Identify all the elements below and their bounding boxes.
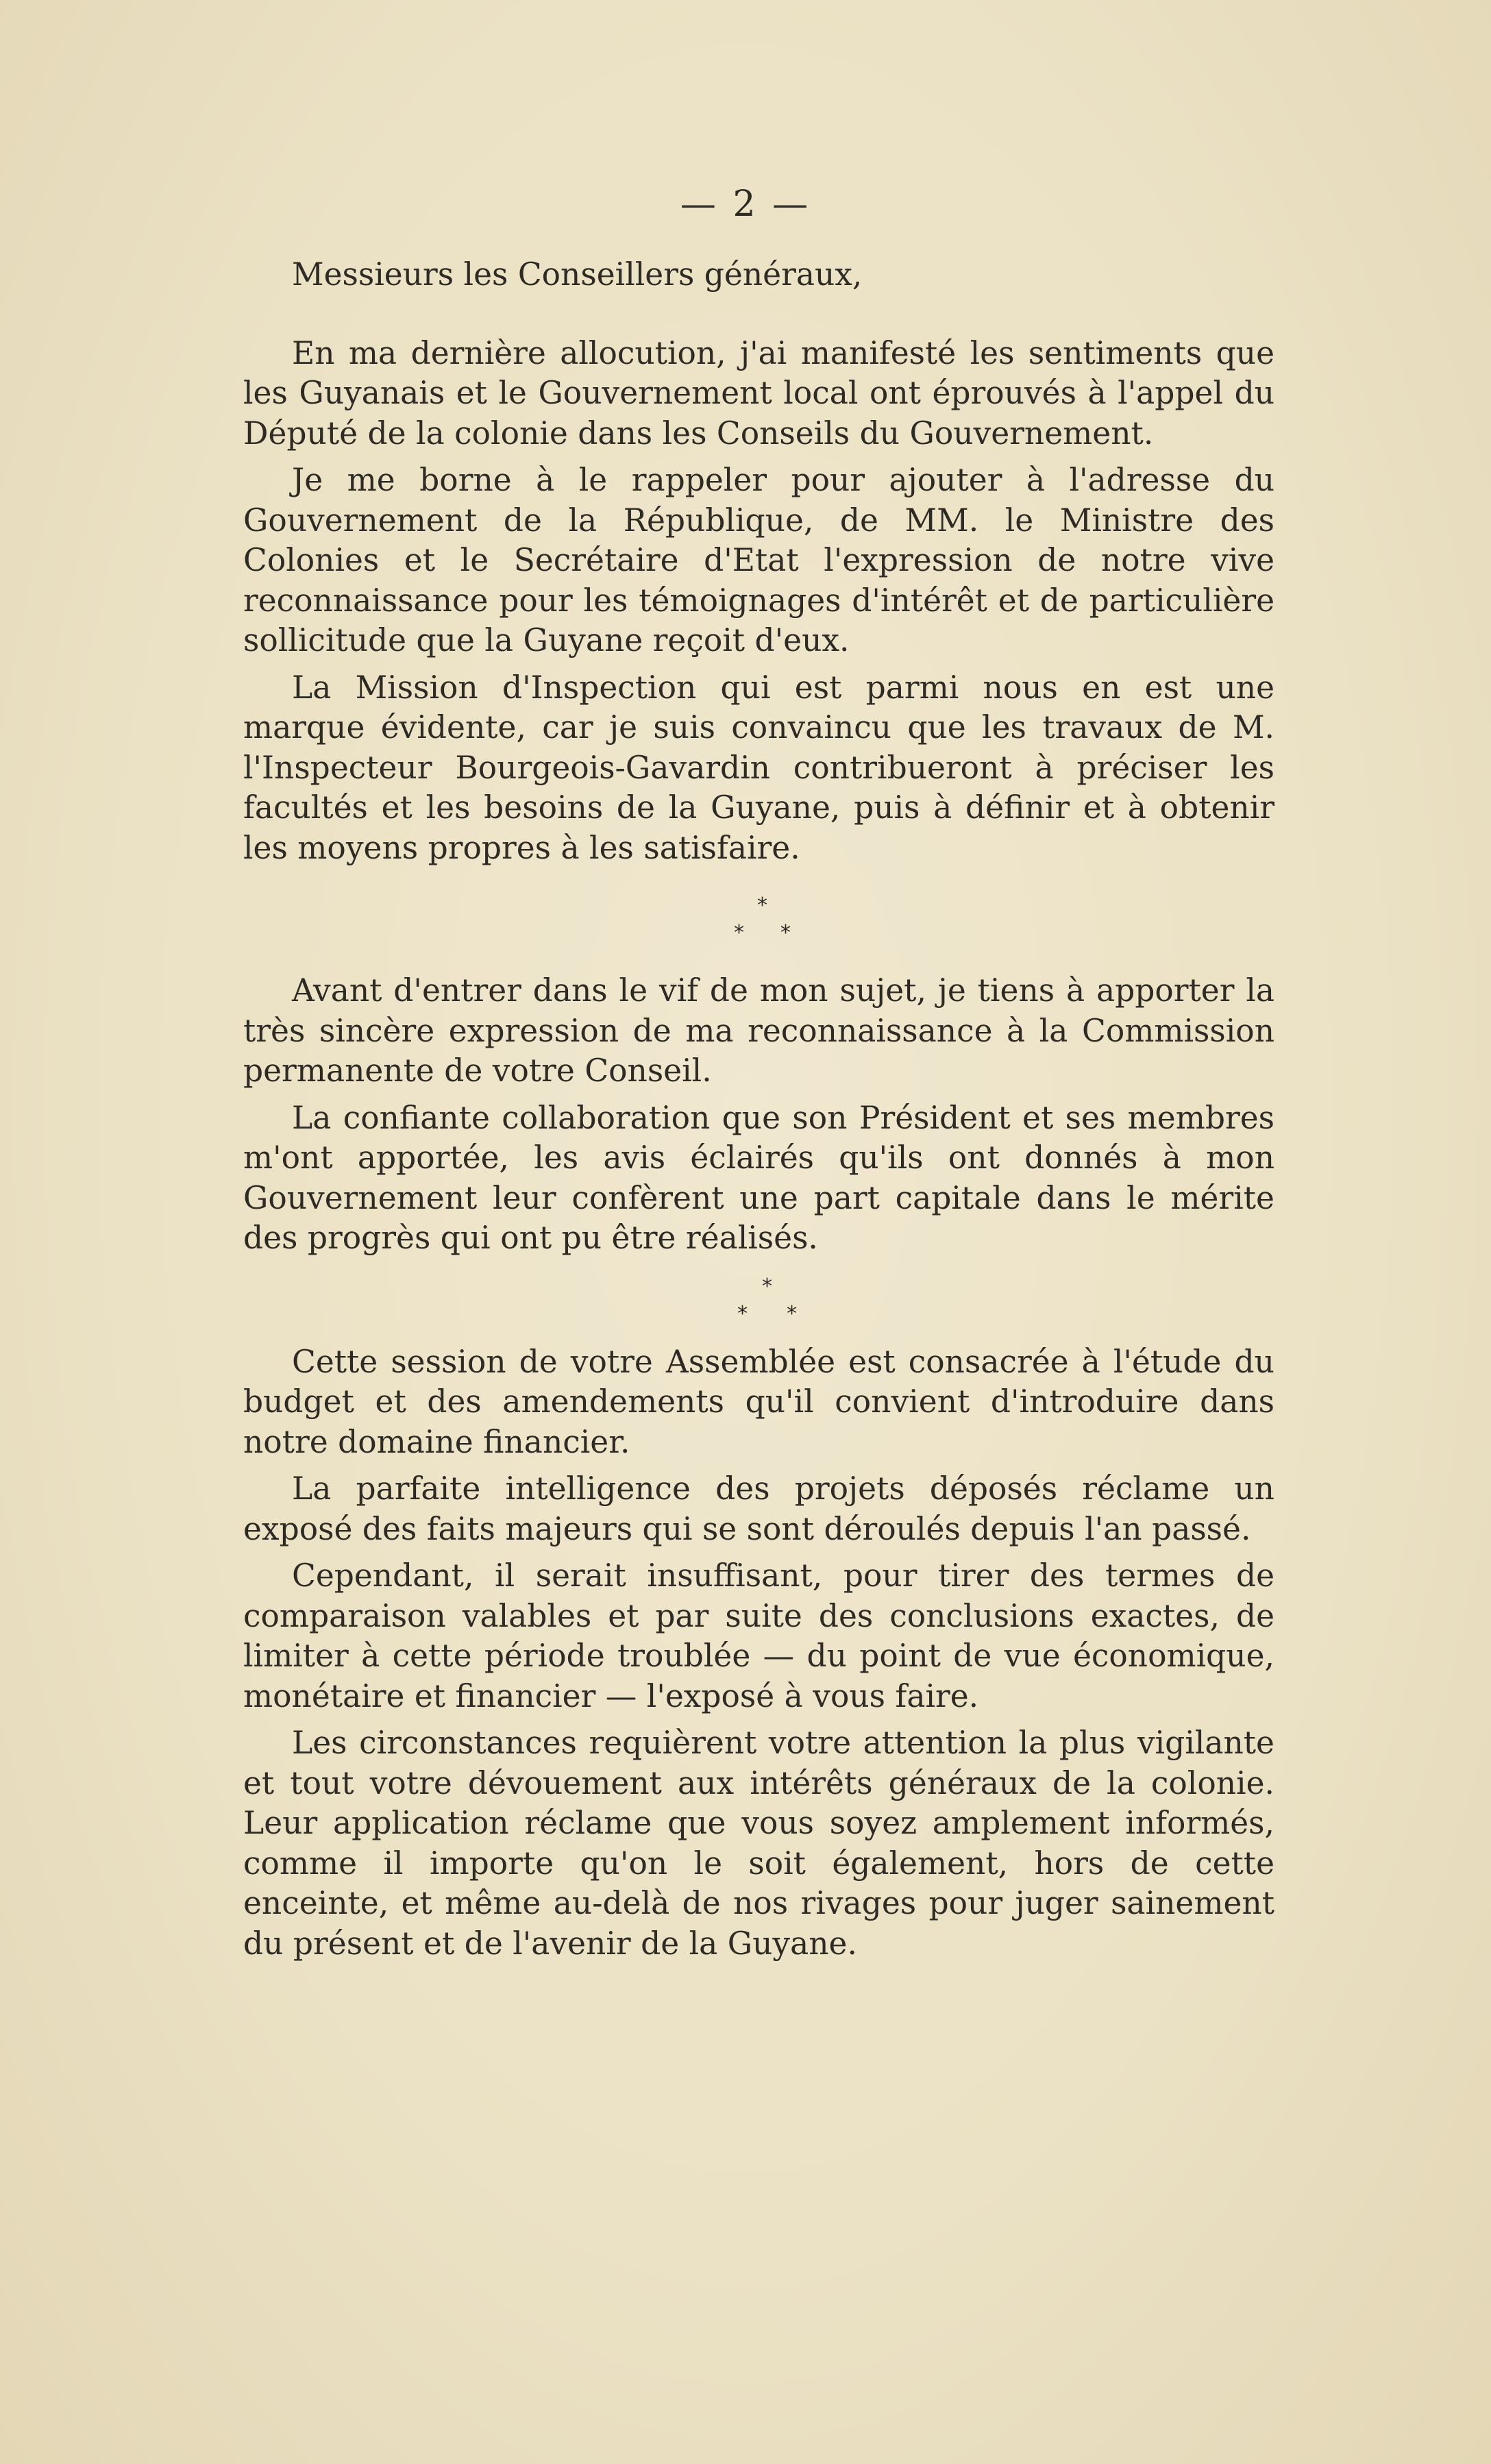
salutation: Messieurs les Conseillers généraux, [292, 256, 863, 293]
section-thanks [243, 971, 1274, 1259]
paragraph: Cependant, il serait insuffisant, pour tirer des termes de comparaison valables et par suite des conclusions exactes, de limiter à cette période troublée — du point de vue économique, monétaire et financier — l'exposé à vous faire. [243, 1557, 1274, 1714]
letter-body [243, 255, 1274, 1964]
asterisk-icon: * [762, 1274, 772, 1298]
asterisk-icon: * [780, 921, 791, 945]
section-intro [243, 334, 1274, 869]
paragraph: La parfaite intelligence des projets déposés réclame un exposé des faits majeurs qui se sont déroulés depuis l'an passé. [243, 1470, 1274, 1547]
section-budget [243, 1342, 1274, 1964]
page-number: — 2 — [680, 184, 811, 225]
asterisk-icon: * [734, 921, 744, 945]
asterisk-icon: * [737, 1301, 748, 1326]
paragraph: En ma dernière allocution, j'ai manifesté les sentiments que les Guyanais et le Gouvernement local ont éprouvés à l'appel du Député de la colonie dans les Conseils du Gouvernement. [243, 334, 1274, 452]
paragraph: Les circonstances requièrent votre attention la plus vigilante et tout votre dévouement aux intérêts généraux de la colonie. Leur application réclame que vous soyez amplement informés, comme il importe qu'on le soit également, hors de cette enceinte, et même au-delà de nos rivages pour juger sainement du présent et de l'avenir de la Guyane. [243, 1725, 1274, 1962]
asterisk-icon: * [757, 894, 767, 917]
paragraph: Cette session de votre Assemblée est consacrée à l'étude du budget et des amendements qu'il convient d'introduire dans notre domaine financier. [243, 1343, 1274, 1460]
asterism-separator [243, 868, 1274, 971]
paragraph: La confiante collaboration que son Président et ses membres m'ont apportée, les avis éclairés qu'ils ont donnés à mon Gouvernement leur confèrent une part capitale dans le mérite des progrès qui ont pu être réalisés. [243, 1099, 1274, 1256]
paragraph: Je me borne à le rappeler pour ajouter à l'adresse du Gouvernement de la République, de MM. le Ministre des Colonies et le Secrétaire d'Etat l'expression de notre vive reconnaissance pour les témoignages d'intérêt et de particulière sollicitude que la Guyane reçoit d'eux. [243, 462, 1274, 658]
paragraph: La Mission d'Inspection qui est parmi nous en est une marque évidente, car je suis convaincu que les travaux de M. l'Inspecteur Bourgeois-Gavardin contribueront à préciser les facultés et les besoins de la Guyane, puis à définir et à obtenir les moyens propres à les satisfaire. [243, 669, 1274, 866]
asterisk-icon: * [787, 1301, 797, 1326]
paragraph: Avant d'entrer dans le vif de mon sujet, je tiens à apporter la très sincère expression de ma reconnaissance à la Commission permanente de votre Conseil. [243, 972, 1274, 1089]
asterism-separator [243, 1259, 1274, 1342]
